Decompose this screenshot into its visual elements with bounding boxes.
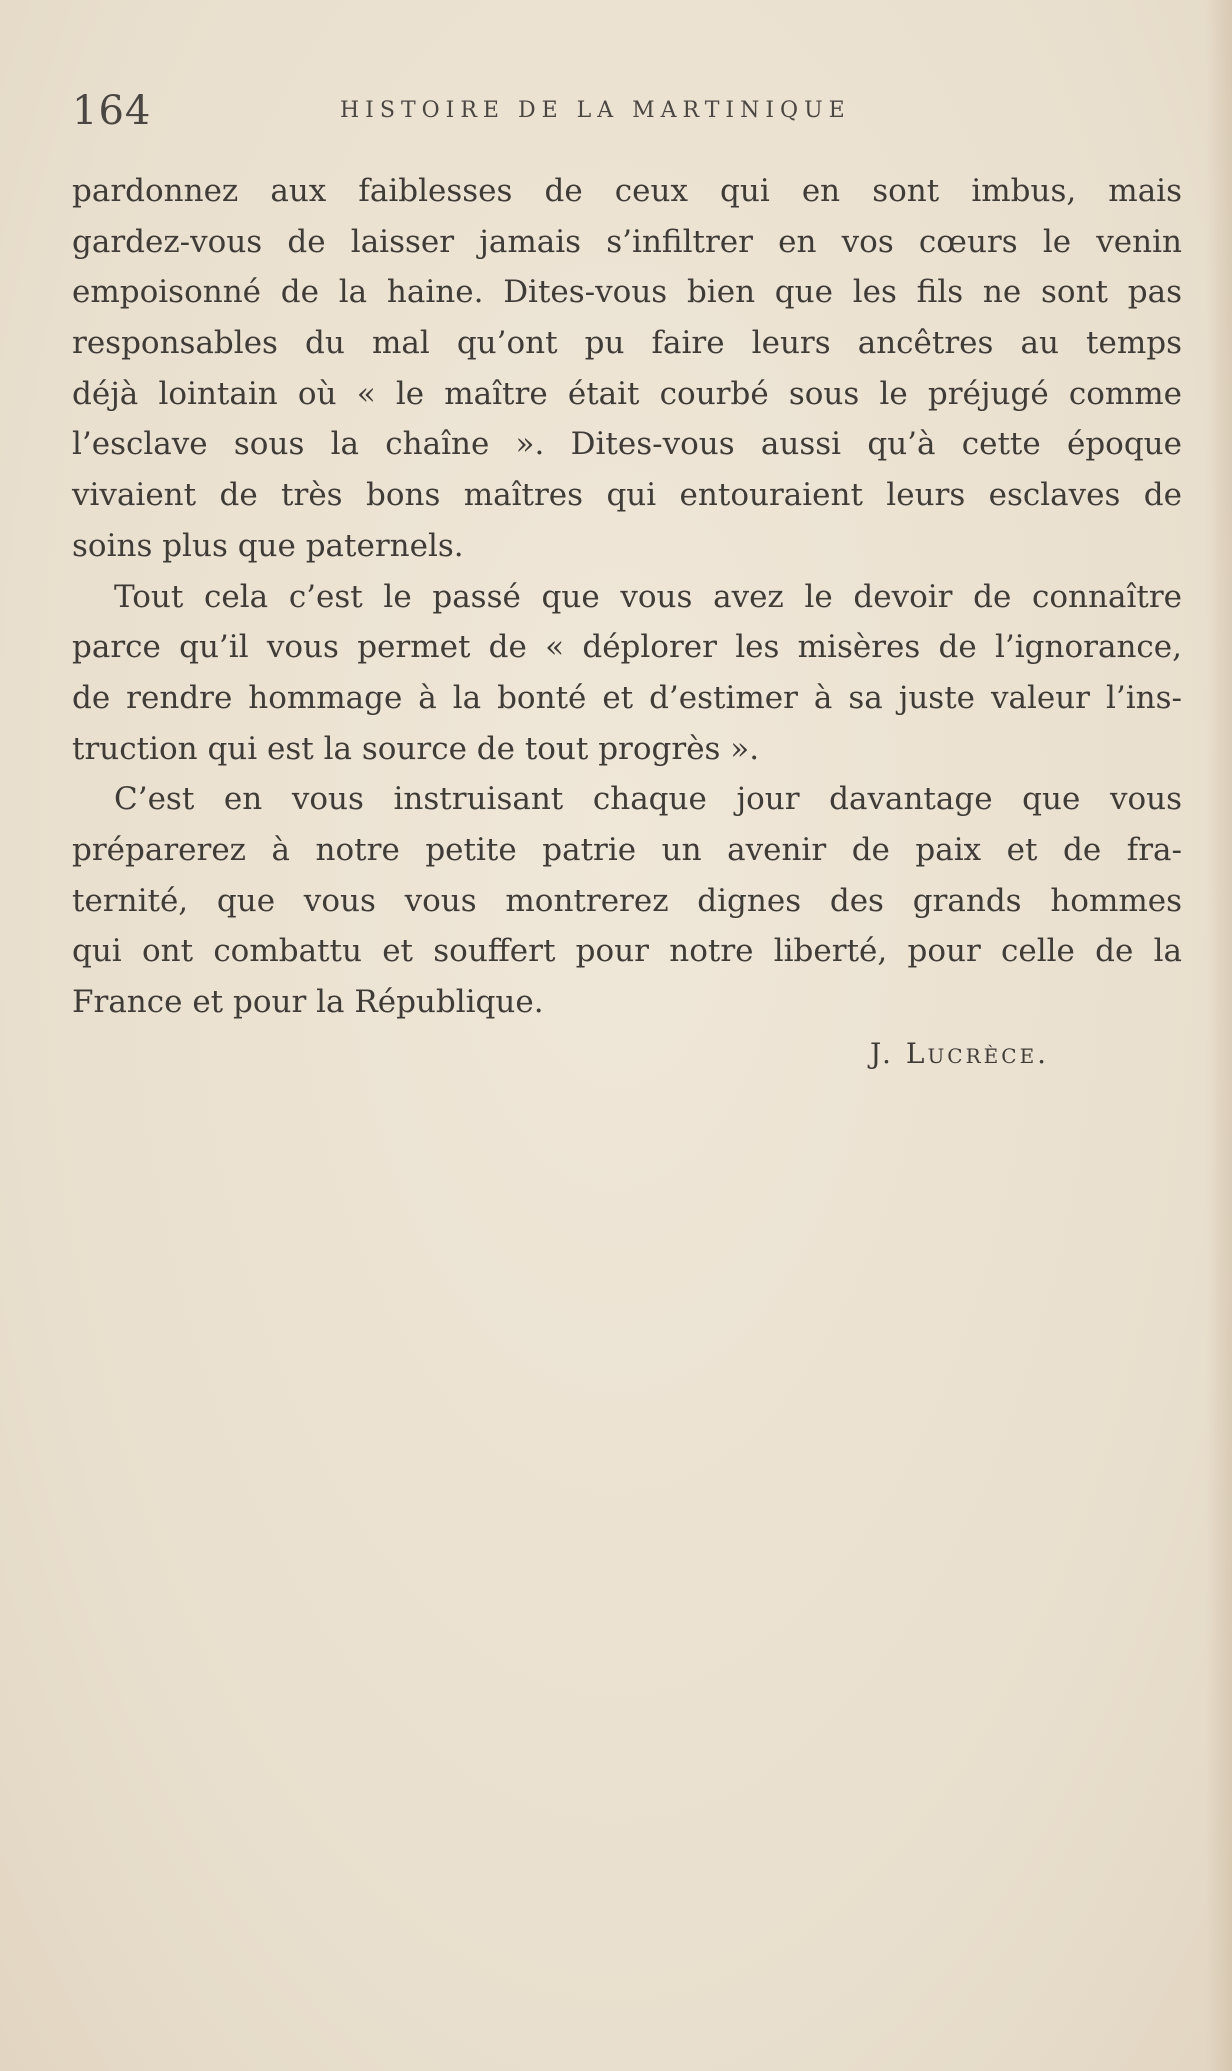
- text-line: gardez-vous de laisser jamais s’infiltrer en vos cœurs le venin: [72, 223, 1182, 260]
- text-line: déjà lointain où « le maître était courbé sous le préjugé comme: [72, 375, 1182, 412]
- text-line: soins plus que paternels.: [72, 527, 464, 564]
- text-line: vivaient de très bons maîtres qui entouraient leurs esclaves de: [72, 477, 1182, 514]
- text-line: l’esclave sous la chaîne ». Dites-vous aussi qu’à cette époque: [72, 426, 1182, 463]
- author-signature: [870, 1032, 1049, 1076]
- text-line: parce qu’il vous permet de « déplorer les misères de l’ignorance,: [72, 629, 1182, 666]
- text-line: Tout cela c’est le passé que vous avez le devoir de connaître: [114, 578, 1182, 615]
- text-line: de rendre hommage à la bonté et d’estimer à sa juste valeur l’ins-: [72, 679, 1182, 716]
- signature-initial: J.: [870, 1037, 894, 1070]
- signature-name: Lucrèce.: [905, 1037, 1050, 1070]
- body-text: [72, 166, 1182, 1028]
- text-line: C’est en vous instruisant chaque jour davantage que vous: [114, 781, 1182, 818]
- page-number: 164: [72, 88, 152, 134]
- text-line: truction qui est la source de tout progrès ».: [72, 730, 760, 767]
- text-line: préparerez à notre petite patrie un avenir de paix et de fra-: [72, 831, 1182, 868]
- running-head: [72, 86, 1182, 136]
- page-edge-shadow: [1206, 0, 1232, 2071]
- text-line: ternité, que vous vous montrerez dignes des grands hommes: [72, 882, 1182, 919]
- text-line: qui ont combattu et souffert pour notre liberté, pour celle de la: [72, 933, 1182, 970]
- text-line: empoisonné de la haine. Dites-vous bien que les fils ne sont pas: [72, 274, 1182, 311]
- text-line: responsables du mal qu’ont pu faire leurs ancêtres au temps: [72, 325, 1182, 362]
- text-line: pardonnez aux faiblesses de ceux qui en sont imbus, mais: [72, 173, 1182, 209]
- running-title: HISTOIRE DE LA MARTINIQUE: [340, 98, 851, 123]
- text-line: France et pour la République.: [72, 984, 544, 1020]
